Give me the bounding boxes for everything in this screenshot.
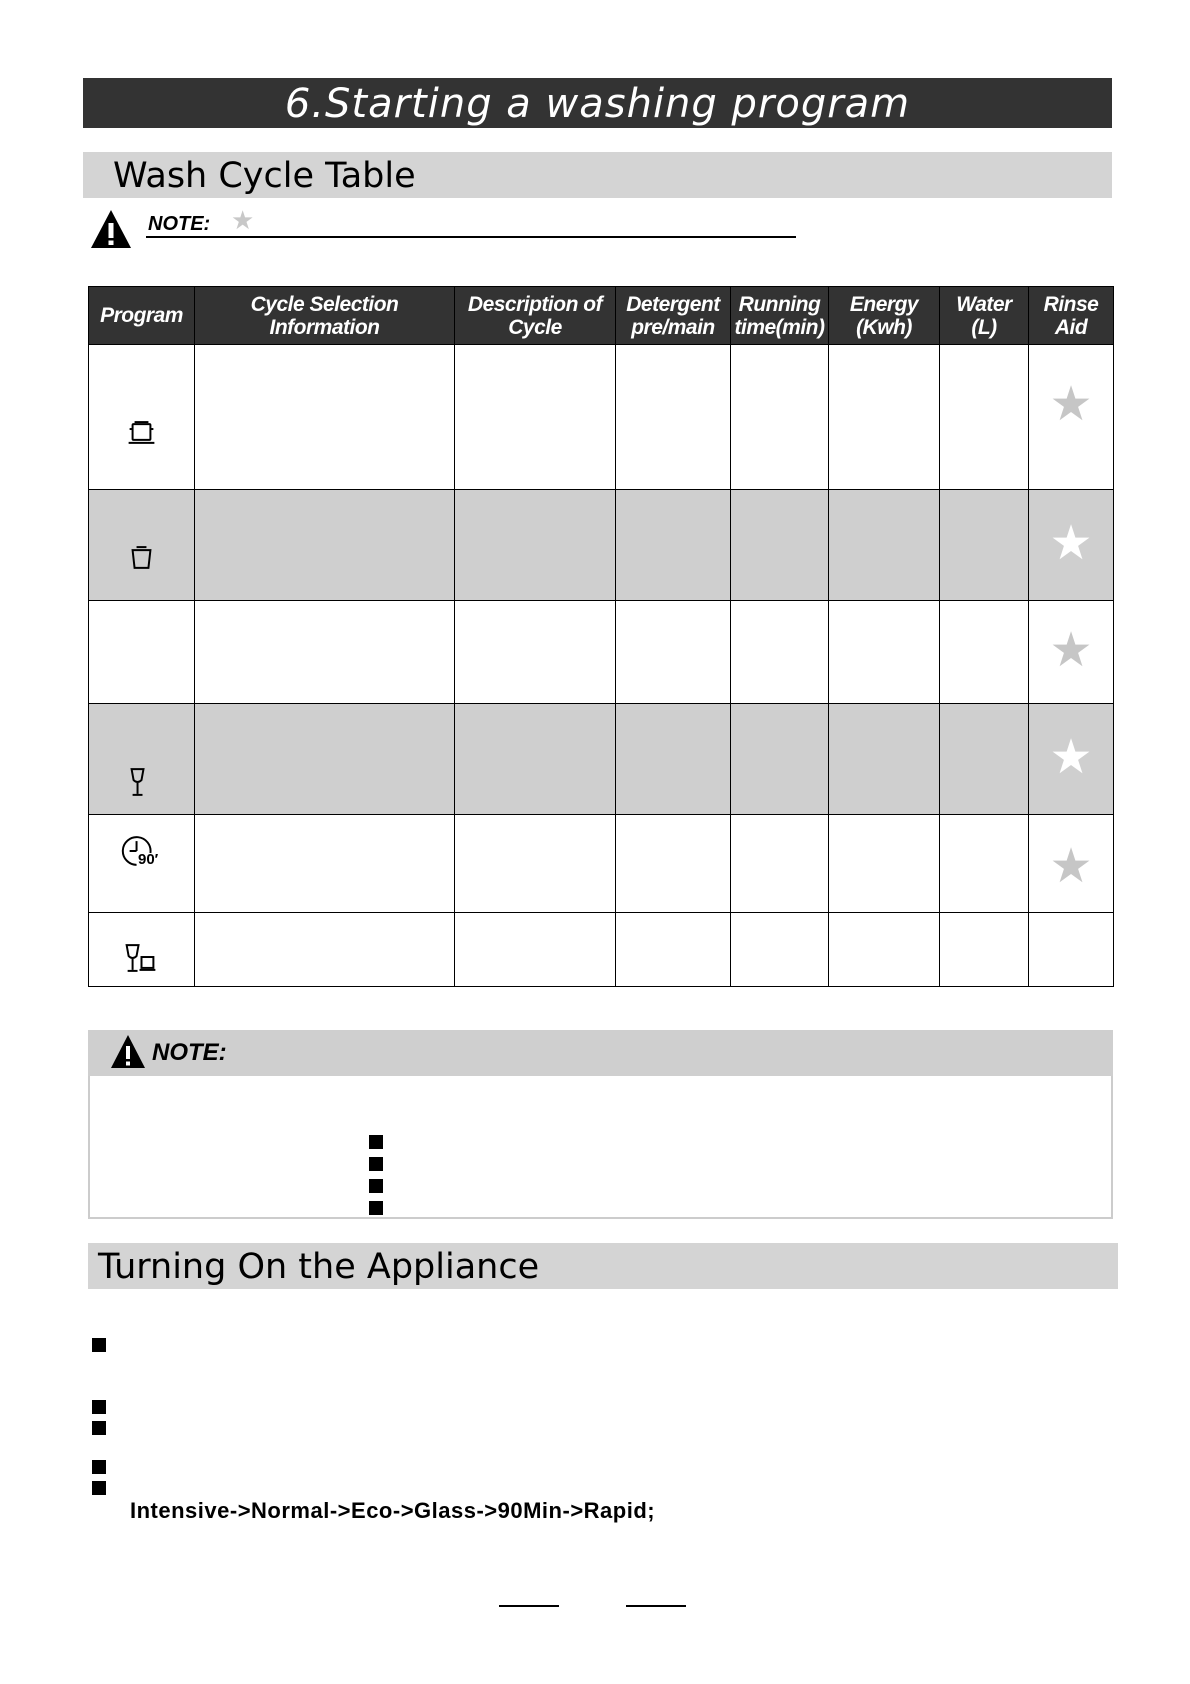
header-program: Program <box>89 287 195 345</box>
table-row <box>89 345 1114 490</box>
glass-icon <box>89 766 194 798</box>
note-underline <box>146 236 796 238</box>
bullet-square <box>369 1135 383 1149</box>
table-row <box>89 913 1114 987</box>
star-icon: ★ <box>1049 731 1093 784</box>
rinse-aid-cell <box>1029 345 1114 490</box>
bullet-square <box>92 1481 106 1495</box>
warning-icon <box>90 209 132 249</box>
bullet-square <box>92 1421 106 1435</box>
star-icon: ★ <box>1049 624 1093 677</box>
rinse-aid-cell <box>1029 490 1114 601</box>
page-number-line <box>499 1605 559 1607</box>
note-box-title: NOTE: <box>152 1039 227 1066</box>
star-icon: ★ <box>1049 517 1093 570</box>
header-energy: Energy (Kwh) <box>829 287 940 345</box>
star-icon: ★ <box>1049 840 1093 893</box>
header-description: Description of Cycle <box>455 287 616 345</box>
header-water: Water (L) <box>940 287 1029 345</box>
bullet-square <box>92 1400 106 1414</box>
header-rinse-aid: Rinse Aid <box>1029 287 1114 345</box>
glass-cup-icon <box>89 943 194 975</box>
page-number-line <box>626 1605 686 1607</box>
program-cell <box>89 601 195 704</box>
wash-cycle-section-header <box>83 152 1112 198</box>
header-running-time: Running time(min) <box>731 287 829 345</box>
header-cycle-selection: Cycle Selection Information <box>195 287 455 345</box>
header-detergent: Detergent pre/main <box>616 287 731 345</box>
turning-on-section-header <box>88 1243 1118 1289</box>
wash-cycle-section-title: Wash Cycle Table <box>113 156 416 196</box>
program-sequence-text: Intensive->Normal->Eco->Glass->90Min->Rapid; <box>130 1498 656 1523</box>
rinse-aid-cell <box>1029 704 1114 815</box>
bucket-icon <box>89 544 194 572</box>
program-cell <box>89 704 195 815</box>
bullet-square <box>92 1460 106 1474</box>
bullet-square <box>369 1179 383 1193</box>
program-cell <box>89 345 195 490</box>
bullet-square <box>369 1201 383 1215</box>
rinse-aid-cell <box>1029 913 1114 987</box>
bullet-square <box>369 1157 383 1171</box>
star-icon: ★ <box>231 205 255 235</box>
table-row <box>89 490 1114 601</box>
page-header <box>83 78 1112 128</box>
program-cell <box>89 815 195 913</box>
note-box-header <box>88 1030 1113 1076</box>
rinse-aid-cell <box>1029 601 1114 704</box>
note-label: NOTE: <box>148 213 211 235</box>
star-icon: ★ <box>1049 378 1093 431</box>
warning-icon <box>110 1034 146 1069</box>
program-cell <box>89 490 195 601</box>
page-title: 6.Starting a washing program <box>284 81 911 127</box>
wash-cycle-table <box>88 286 1113 986</box>
table-row <box>89 815 1114 913</box>
clock-90-label: 90′ <box>138 851 159 868</box>
rinse-aid-cell <box>1029 815 1114 913</box>
table-row <box>89 704 1114 815</box>
bullet-square <box>92 1338 106 1352</box>
program-cell <box>89 913 195 987</box>
pot-icon <box>89 417 194 447</box>
table-row <box>89 601 1114 704</box>
turning-on-section-title: Turning On the Appliance <box>98 1247 540 1287</box>
